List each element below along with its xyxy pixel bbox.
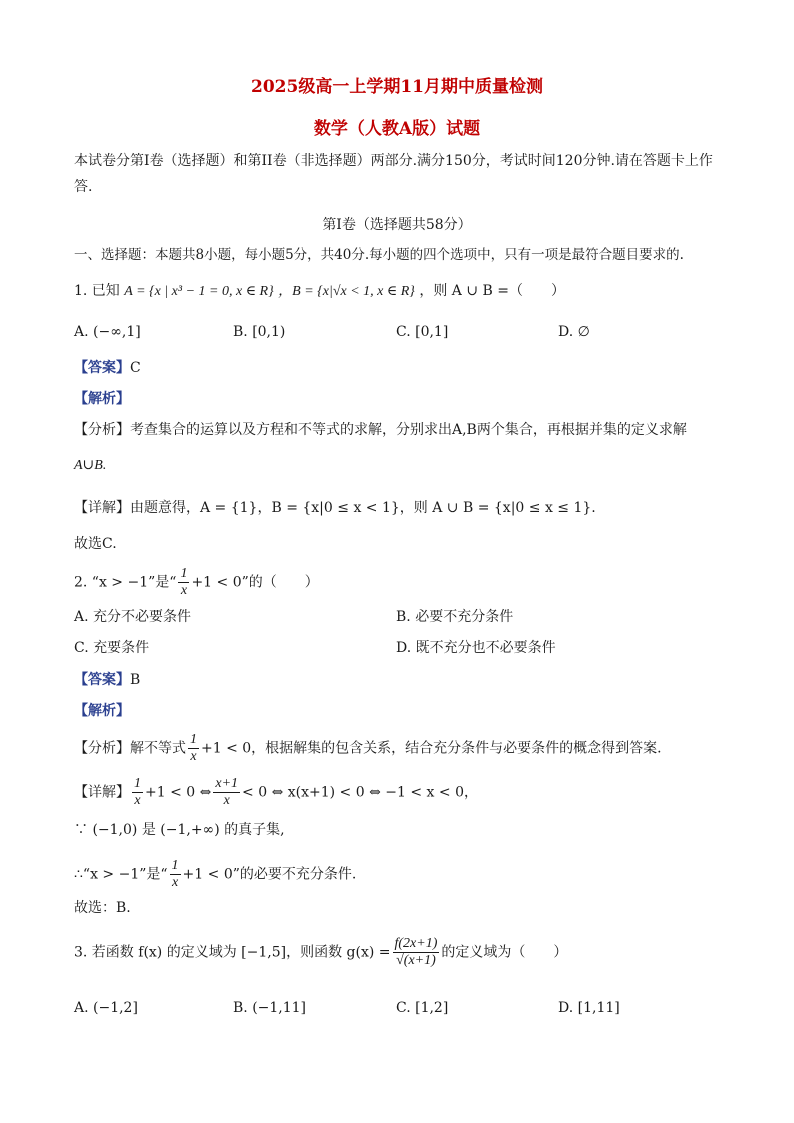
q3-option-b: B. (−1,11]	[233, 1000, 307, 1016]
q1-option-a: A. (−∞,1]	[74, 324, 141, 340]
q2-option-a: A. 充分不必要条件	[74, 609, 192, 625]
q1-stem	[74, 281, 565, 302]
q2-xiangjie-b: < 0 ⇔ x(x+1) < 0 ⇔ −1 < x < 0，	[242, 784, 478, 801]
q2-xiangjie	[74, 776, 478, 809]
q1-xiangjie-label: 【详解】	[74, 500, 130, 516]
q1-answer-value: C	[130, 360, 141, 376]
q2-xiangjie-fraction-1: $\frac{1}{x}$	[134, 776, 141, 808]
q2-option-c: C. 充要条件	[74, 640, 150, 656]
q1-fenxi-label: 【分析】	[74, 422, 130, 438]
intro-paragraph: 本试卷分第I卷（选择题）和第II卷（非选择题）两部分.满分150分，考试时间120分钟.请在答题卡上作答.	[74, 153, 713, 195]
q3-option-c: C. [1,2]	[396, 1000, 449, 1016]
q3-option-d: D. [1,11]	[558, 1000, 620, 1016]
q1-set-a: A = {x | x³ − 1 = 0, x ∈ R}	[124, 284, 274, 299]
q2-stem-b: +1 < 0”的（ ）	[191, 574, 319, 591]
q1-stem-prefix: 1. 已知	[74, 283, 120, 299]
q1-analysis-label: 【解析】	[74, 391, 130, 407]
q1-option-b: B. [0,1)	[233, 324, 286, 340]
q1-conclusion: 故选C.	[74, 536, 117, 552]
exam-subtitle: 数学（人教A版）试题	[313, 119, 481, 139]
q2-therefore-b: +1 < 0”的必要不充分条件.	[182, 866, 357, 883]
q2-fenxi-label: 【分析】	[74, 740, 130, 757]
q3-stem-a: 3. 若函数 f(x) 的定义域为 [−1,5]，则函数 g(x) =	[74, 944, 391, 961]
q1-option-c: C. [0,1]	[396, 324, 449, 340]
q2-xiangjie-a: +1 < 0 ⇔	[145, 784, 212, 801]
q1-set-b: ，B = {x|√x < 1, x ∈ R}	[278, 284, 415, 299]
q3-option-a: A. (−1,2]	[74, 1000, 138, 1016]
section1-heading: 一、选择题：本题共8小题，每小题5分，共40分.每小题的四个选项中，只有一项是最符合题目要求的.	[74, 247, 684, 263]
q2-therefore	[74, 858, 356, 891]
q2-fenxi-fraction: $\frac{1}{x}$	[190, 732, 197, 764]
q1-answer-label: 【答案】	[74, 360, 130, 376]
q1-xiangjie-text: 由题意得，A = {1}，B = {x|0 ≤ x < 1}，则 A ∪ B = {x|0 ≤ x ≤ 1}.	[130, 500, 596, 516]
q2-answer-value: B	[130, 672, 141, 688]
q2-option-b: B. 必要不充分条件	[396, 609, 514, 625]
q2-fenxi-a: 解不等式	[130, 740, 186, 757]
q2-answer	[74, 670, 140, 690]
q2-therefore-fraction: $\frac{1}{x}$	[171, 858, 179, 890]
q3-fraction: $\frac{f(2x+1)}{√(x+1)}$	[394, 936, 438, 968]
q2-fenxi	[74, 732, 662, 765]
q1-xiangjie	[74, 498, 596, 518]
q1-fenxi-tail: A∪B.	[74, 458, 107, 473]
q2-stem-fraction: $\frac{1}{x}$	[180, 566, 188, 598]
q2-option-d: D. 既不充分也不必要条件	[396, 640, 556, 656]
q3-stem	[74, 936, 567, 969]
q1-fenxi	[74, 420, 687, 440]
exam-title: 2025级高一上学期11月期中质量检测	[251, 77, 543, 97]
q2-conclusion: 故选：B.	[74, 900, 131, 916]
q2-because: ∵ (−1,0) 是 (−1,+∞) 的真子集,	[74, 822, 285, 838]
q1-answer	[74, 358, 141, 378]
q2-fenxi-b: +1 < 0，根据解集的包含关系，结合充分条件与必要条件的概念得到答案.	[201, 740, 662, 757]
q2-answer-label: 【答案】	[74, 672, 130, 688]
part1-heading: 第I卷（选择题共58分）	[322, 217, 472, 233]
q1-option-d: D. ∅	[558, 324, 590, 340]
q1-fenxi-text: 考查集合的运算以及方程和不等式的求解，分别求出A,B两个集合，再根据并集的定义求解	[130, 422, 687, 438]
q2-analysis-label: 【解析】	[74, 703, 130, 719]
q2-stem-a: 2. “x > −1”是“	[74, 574, 177, 591]
q2-xiangjie-fraction-2: $\frac{x+1}{x}$	[215, 776, 239, 808]
q1-stem-suffix: ，则 A ∪ B =（ ）	[419, 283, 566, 299]
q2-therefore-a: ∴“x > −1”是“	[74, 866, 168, 883]
q2-stem	[74, 566, 319, 599]
q3-stem-b: 的定义域为（ ）	[441, 944, 568, 961]
q2-xiangjie-label: 【详解】	[74, 784, 130, 801]
